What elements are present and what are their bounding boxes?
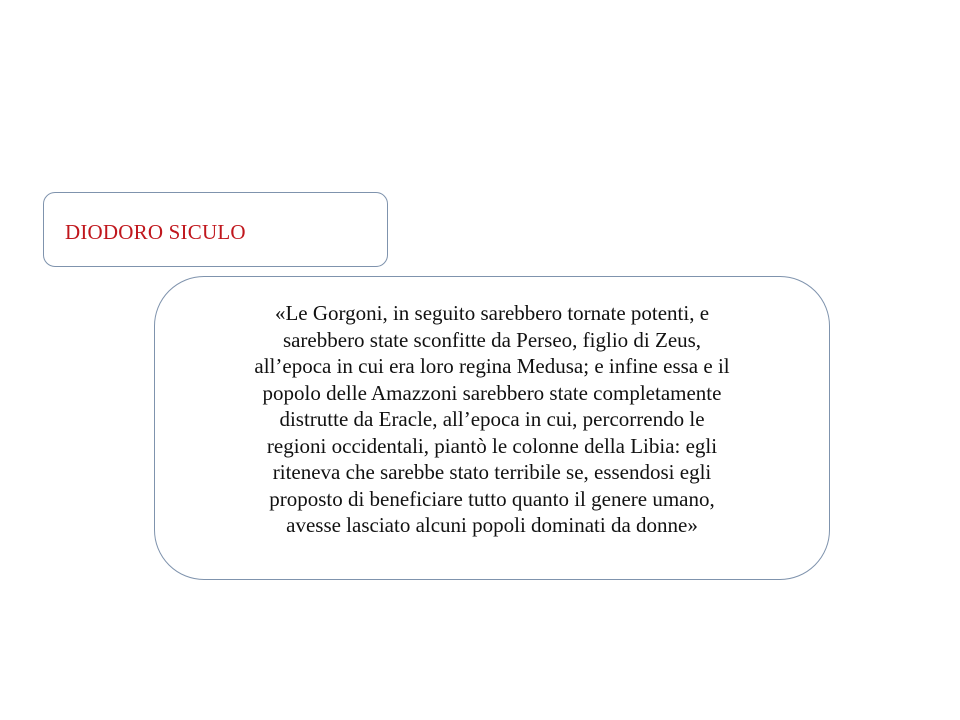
quote-line-9: avesse lasciato alcuni popoli dominati da donne» (286, 513, 698, 537)
quote-text (154, 300, 830, 539)
quote-line-4: popolo delle Amazzoni sarebbero state completamente (262, 380, 722, 405)
quote-line-3: all’epoca in cui era loro regina Medusa; e infine essa e il (254, 354, 730, 378)
quote-line-2: sarebbero state sconfitte da Perseo, figlio di Zeus, (282, 327, 702, 352)
quote-line-5: distrutte da Eracle, all’epoca in cui, percorrendo le (279, 407, 705, 431)
quote-line-1: «Le Gorgoni, in seguito sarebbero tornate potenti, e (274, 301, 710, 325)
author-name: DIODORO SICULO (65, 220, 246, 244)
quote-line-8: proposto di beneficiare tutto quanto il genere umano, (269, 486, 715, 511)
quote-line-7: riteneva che sarebbe stato terribile se, essendosi egli (272, 460, 712, 484)
quote-line-6: regioni occidentali, piantò le colonne della Libia: egli (266, 433, 718, 458)
